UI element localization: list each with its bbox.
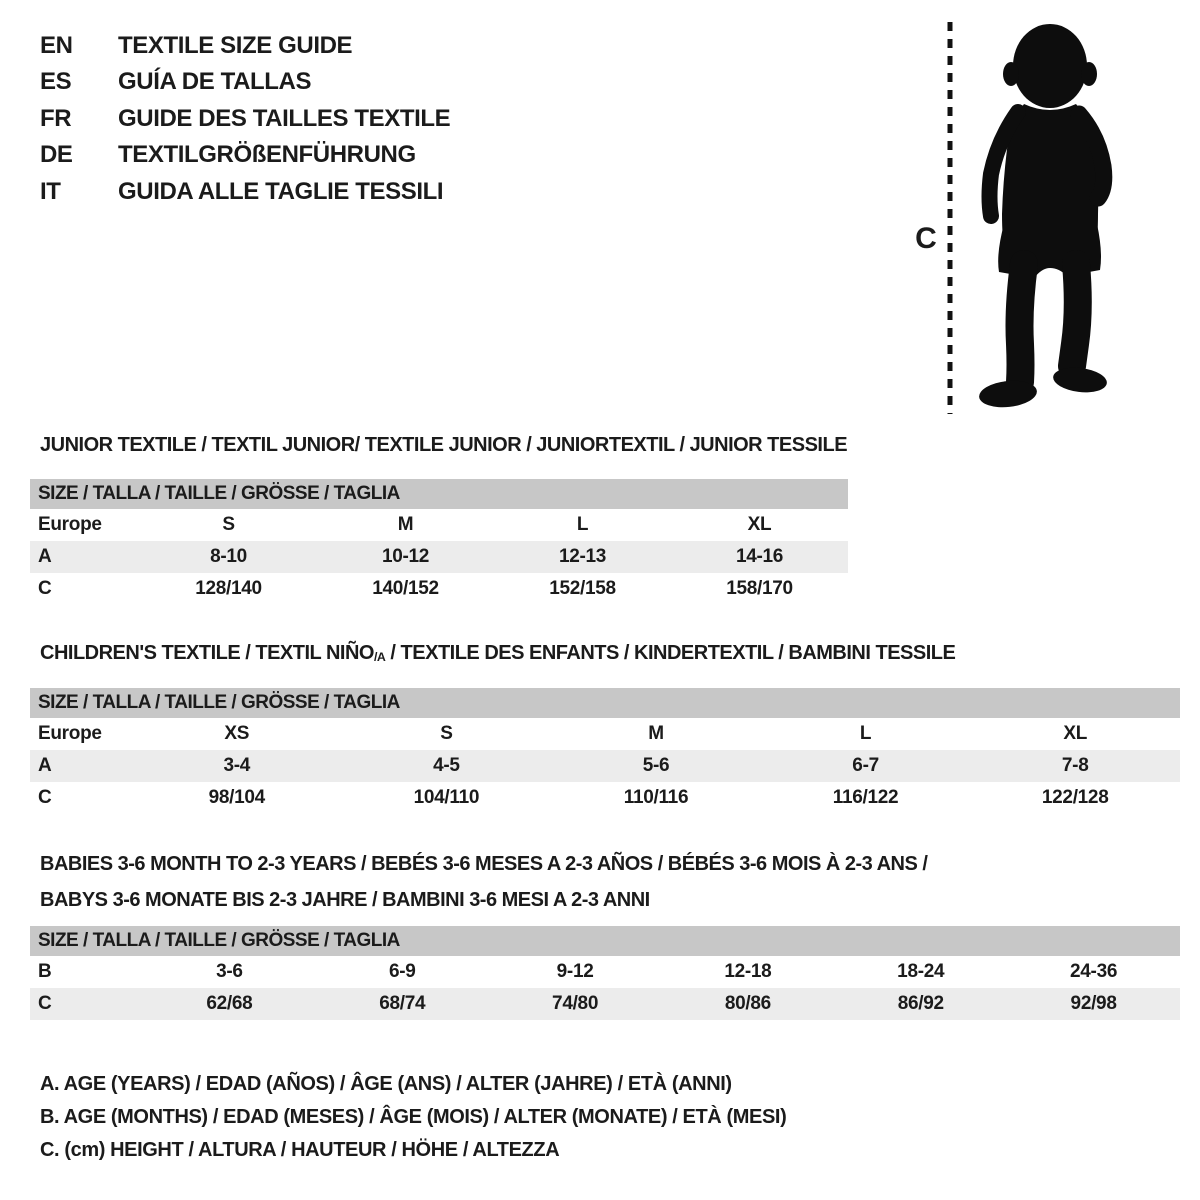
language-code: IT xyxy=(40,177,61,205)
babies-size-table xyxy=(30,926,1180,1020)
table-cell: 6-7 xyxy=(761,750,971,782)
table-cell: S xyxy=(222,514,235,535)
guide-title-es: GUÍA DE TALLAS xyxy=(118,68,312,96)
table-row-height xyxy=(30,988,1180,1020)
table-cell: 128/140 xyxy=(195,578,262,599)
row-label: Europe xyxy=(38,723,102,744)
language-row xyxy=(40,101,450,137)
guide-title-fr: GUIDE DES TAILLES TEXTILE xyxy=(118,104,451,132)
table-row-height xyxy=(30,573,848,605)
children-title-post: / TEXTILE DES ENFANTS / KINDERTEXTIL / BAMBINI TESSILE xyxy=(385,642,956,664)
table-cell: 140/152 xyxy=(372,578,439,599)
table-cell: 4-5 xyxy=(342,750,552,782)
guide-title-en: TEXTILE SIZE GUIDE xyxy=(118,32,353,59)
table-cell: 98/104 xyxy=(208,787,265,808)
row-label: C xyxy=(30,988,143,1020)
language-code: ES xyxy=(40,68,72,96)
size-header-row xyxy=(30,926,1180,956)
table-cell: 122/128 xyxy=(1041,787,1109,808)
table-cell: 110/116 xyxy=(623,787,689,808)
row-label: A xyxy=(30,541,140,573)
table-cell: XS xyxy=(224,723,250,744)
language-code: DE xyxy=(40,141,73,169)
babies-title-line2: BABYS 3-6 MONATE BIS 2-3 JAHRE / BAMBINI 3-6 MESI A 2-3 ANNI xyxy=(40,889,650,911)
table-cell: 86/92 xyxy=(834,988,1007,1020)
row-label: C xyxy=(38,787,52,808)
table-cell: 7-8 xyxy=(970,750,1180,782)
language-row xyxy=(40,28,450,64)
legend-line-b: B. AGE (MONTHS) / EDAD (MESES) / ÂGE (MOIS) / ALTER (MONATE) / ETÀ (MESI) xyxy=(40,1106,787,1128)
table-cell: 68/74 xyxy=(316,988,489,1020)
table-cell: 92/98 xyxy=(1007,988,1180,1020)
language-title-list xyxy=(40,28,450,210)
table-cell: 10-12 xyxy=(317,541,494,573)
babies-title-line1: BABIES 3-6 MONTH TO 2-3 YEARS / BEBÉS 3-6 MESES A 2-3 AÑOS / BÉBÉS 3-6 MOIS À 2-3 ANS / xyxy=(40,853,928,875)
table-cell: 104/110 xyxy=(413,787,480,808)
table-row-height xyxy=(30,782,1180,814)
table-cell: 3-6 xyxy=(216,961,243,982)
table-row-age xyxy=(30,541,848,573)
table-row-months xyxy=(30,956,1180,988)
babies-section-title xyxy=(40,846,927,918)
children-size-table xyxy=(30,688,1180,814)
table-cell: XL xyxy=(747,514,772,535)
size-header-row xyxy=(30,688,1180,718)
language-code: FR xyxy=(40,104,72,132)
children-section-title xyxy=(40,642,955,665)
table-cell: 24-36 xyxy=(1070,961,1118,982)
table-cell: 18-24 xyxy=(897,961,945,982)
table-cell: M xyxy=(648,723,664,744)
table-cell: 14-16 xyxy=(671,541,848,573)
table-row-europe xyxy=(30,509,848,541)
table-cell: 12-13 xyxy=(494,541,671,573)
children-title-pre: CHILDREN'S TEXTILE / TEXTIL NIÑO xyxy=(40,642,374,664)
size-header-bar: SIZE / TALLA / TAILLE / GRÖSSE / TAGLIA xyxy=(30,479,848,509)
legend-line-c: C. (cm) HEIGHT / ALTURA / HAUTEUR / HÖHE / ALTEZZA xyxy=(40,1139,560,1161)
guide-title-de: TEXTILGRÖßENFÜHRUNG xyxy=(118,141,416,169)
toddler-silhouette-icon xyxy=(978,24,1108,410)
table-row-age xyxy=(30,750,1180,782)
table-cell: 8-10 xyxy=(140,541,317,573)
measurement-legend xyxy=(40,1068,786,1167)
table-cell: 62/68 xyxy=(143,988,316,1020)
table-cell: 116/122 xyxy=(832,787,899,808)
table-cell: 74/80 xyxy=(489,988,662,1020)
language-code: EN xyxy=(40,32,73,59)
junior-section-title: JUNIOR TEXTILE / TEXTIL JUNIOR/ TEXTILE JUNIOR / JUNIORTEXTIL / JUNIOR TESSILE xyxy=(40,434,848,456)
measurement-figure xyxy=(898,8,1160,422)
table-cell: 152/158 xyxy=(549,578,616,599)
row-label: C xyxy=(38,578,52,599)
table-cell: L xyxy=(576,514,589,535)
table-cell: XL xyxy=(1063,723,1088,744)
language-row xyxy=(40,64,450,100)
row-label: A xyxy=(30,750,132,782)
table-cell: 9-12 xyxy=(556,961,594,982)
table-cell: S xyxy=(440,723,453,744)
table-cell: 3-4 xyxy=(132,750,342,782)
table-cell: 80/86 xyxy=(661,988,834,1020)
table-cell: L xyxy=(859,723,872,744)
row-label: Europe xyxy=(38,514,102,535)
size-header-bar: SIZE / TALLA / TAILLE / GRÖSSE / TAGLIA xyxy=(30,926,1180,956)
measure-label-c: C xyxy=(915,222,937,255)
size-header-row xyxy=(30,479,848,509)
table-cell: M xyxy=(397,514,414,535)
table-cell: 158/170 xyxy=(726,578,793,599)
table-row-europe xyxy=(30,718,1180,750)
table-cell: 5-6 xyxy=(551,750,761,782)
language-row xyxy=(40,174,450,210)
language-row xyxy=(40,137,450,173)
children-title-sub: /A xyxy=(373,650,386,665)
row-label: B xyxy=(38,961,52,982)
junior-size-table xyxy=(30,479,848,605)
guide-title-it: GUIDA ALLE TAGLIE TESSILI xyxy=(118,177,444,205)
table-cell: 6-9 xyxy=(388,961,416,982)
size-header-bar: SIZE / TALLA / TAILLE / GRÖSSE / TAGLIA xyxy=(30,688,1180,718)
legend-line-a: A. AGE (YEARS) / EDAD (AÑOS) / ÂGE (ANS) / ALTER (JAHRE) / ETÀ (ANNI) xyxy=(40,1073,732,1095)
table-cell: 12-18 xyxy=(724,961,772,982)
